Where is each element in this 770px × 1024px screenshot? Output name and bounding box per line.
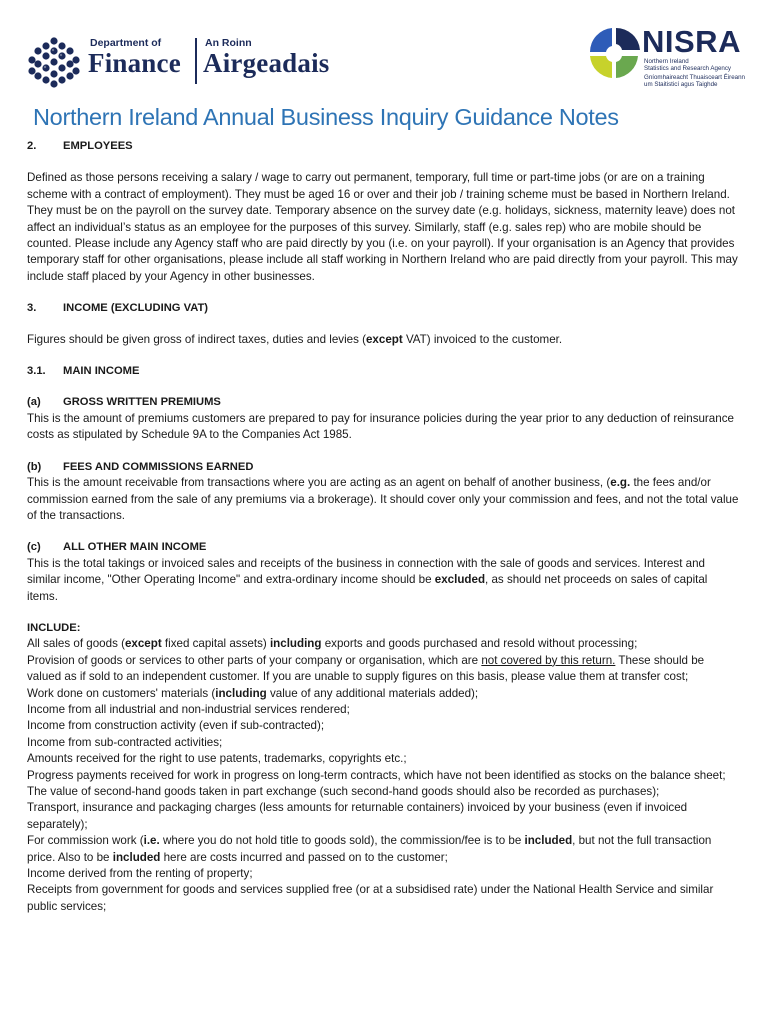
nisra-logo [586, 24, 756, 94]
nisra-sub-line-2: Statistics and Research Agency [644, 65, 732, 72]
subsection-heading-fees-commissions [27, 459, 739, 475]
bold-run: except [124, 637, 162, 651]
section-number: 3.1. [27, 365, 46, 378]
section-heading-employees [27, 138, 739, 154]
nisra-sub-line-1: Northern Ireland [644, 58, 689, 65]
dof-finance-word: Finance [88, 48, 181, 78]
include-item: Transport, insurance and packaging charges (less amounts for returnable containers) invoiced by your business (even if invoiced separately); [27, 801, 688, 831]
text-run: This is the amount receivable from transactions where you are acting as an agent on behalf of another business, ( [27, 476, 611, 490]
nisra-sub-line-4: um Staitisticí agus Taighde [644, 81, 718, 88]
dof-an-roinn: An Roinn [205, 37, 252, 49]
include-item: The value of second-hand goods taken in part exchange (such second-hand goods should also be recorded as purchases); [27, 785, 660, 798]
employees-paragraph: Defined as those persons receiving a salary / wage to carry out permanent, temporary, full time or part-time jobs (or are on a training scheme with a contract of employment). They must be aged 16 or over and their job / training scheme must be based in Northern Ireland. They must be on the payroll on the survey date. Temporary absence on the survey date (e.g. holidays, sickness, maternity leave) does not affect an individual’s status as an employee for the purposes of this survey. Similarly, staff (e.g. sales rep) who are mobile should be counted. Please include any Agency staff who are paid directly by you (i.e. on your payroll). If your organisation is an Agency that provides temporary staff for other organisations, please include all staff working in Northern Ireland who are paid directly from your payroll. This may include staff placed by your Agency in other businesses. [27, 171, 738, 283]
bold-run: excluded [434, 573, 486, 587]
dof-department-of: Department of [90, 37, 162, 49]
dof-hexagon-mark-icon [28, 36, 80, 88]
bold-run: i.e. [143, 834, 160, 848]
nisra-swirl-mark-icon [586, 24, 644, 82]
text-run: fixed capital assets) [161, 637, 270, 651]
include-item: Amounts received for the right to use patents, trademarks, copyrights etc.; [27, 752, 407, 766]
section-heading-main-income [27, 363, 739, 379]
bold-run: included [524, 834, 573, 848]
include-item [27, 636, 739, 652]
nisra-sub-line-3: Gníomhaireacht Thuaisceart Éireann [644, 74, 746, 81]
subsection-letter: (c) [27, 541, 41, 554]
income-paragraph [27, 332, 739, 348]
include-item: Income derived from the renting of property; [27, 867, 253, 881]
text-run: here are costs incurred and passed on to the customer; [160, 850, 448, 864]
subsection-title: ALL OTHER MAIN INCOME [63, 541, 207, 554]
bold-run: included [112, 850, 161, 864]
subsection-title: GROSS WRITTEN PREMIUMS [63, 396, 221, 409]
text-run: , but not the full transaction price. Also to be [27, 834, 712, 864]
text-run: the fees and/or commission earned from the sale of any premiums via a brokerage). It should cover only your commission and fees, and not the total value of the transactions. [27, 476, 739, 522]
subsection-letter: (a) [27, 396, 41, 409]
text-run: , as should net proceeds on sales of capital items. [27, 573, 708, 603]
include-item [27, 653, 739, 686]
text-run: value of any additional materials added); [266, 686, 479, 700]
include-item: Receipts from government for goods and services supplied free (or at a subsidised rate) under the National Health Service and similar public services; [27, 883, 714, 913]
text-run: For commission work ( [27, 834, 144, 848]
text-run: Figures should be given gross of indirect taxes, duties and levies ( [27, 332, 366, 346]
include-item [27, 686, 739, 702]
include-item: Income from sub-contracted activities; [27, 735, 223, 749]
subsection-letter: (b) [27, 460, 42, 473]
text-run: where you do not hold title to goods sold), the commission/fee is to be [159, 834, 525, 848]
page-title: Northern Ireland Annual Business Inquiry Guidance Notes [33, 104, 619, 130]
text-run: exports and goods purchased and resold without processing; [321, 637, 638, 651]
section-title: MAIN INCOME [63, 365, 140, 378]
section-number: 3. [27, 302, 37, 315]
bold-run: except [365, 332, 403, 346]
text-run: All sales of goods ( [27, 637, 125, 651]
bold-run: e.g. [610, 476, 631, 490]
include-heading: INCLUDE: [27, 621, 81, 634]
text-run: VAT) invoiced to the customer. [402, 332, 563, 346]
section-title: INCOME (EXCLUDING VAT) [63, 302, 209, 315]
bold-run: including [269, 637, 322, 651]
section-heading-income [27, 300, 739, 316]
underlined-run: not covered by this return. [481, 653, 616, 667]
guidance-content [27, 138, 739, 915]
include-item: Income from all industrial and non-industrial services rendered; [27, 702, 350, 716]
text-run: These should be valued as if sold to an independent customer. If you are unable to supply figures on this basis, please value them at transfer cost; [27, 653, 705, 684]
include-item: Progress payments received for work in progress on long-term contracts, which have not been identified as stocks on the balance sheet; [27, 768, 726, 782]
fees-paragraph [27, 475, 739, 524]
bold-run: including [215, 686, 267, 700]
text-run: This is the total takings or invoiced sales and receipts of the business in connection with the sale of goods and services. Interest and similar income, "Other Operating Income" and extra-ordinary income should be [27, 556, 705, 587]
subsection-heading-other-main-income [27, 539, 739, 555]
subsection-heading-gross-written-premiums [27, 394, 739, 410]
nisra-wordmark: NISRA [642, 24, 741, 59]
other-income-paragraph [27, 556, 739, 605]
dof-divider [195, 38, 197, 84]
premiums-paragraph: This is the amount of premiums customers are prepared to pay for insurance policies during the year prior to any deduction of reinsurance costs as stipulated by Schedule 9A to the Companies Act 1985. [27, 411, 734, 442]
section-title: EMPLOYEES [63, 140, 133, 152]
text-run: Work done on customers' materials ( [27, 686, 216, 700]
subsection-title: FEES AND COMMISSIONS EARNED [63, 460, 254, 473]
include-item [27, 833, 739, 866]
text-run: Provision of goods or services to other parts of your company or organisation, which are [27, 653, 482, 667]
dof-airgeadais-word: Airgeadais [203, 48, 330, 78]
section-number: 2. [27, 140, 37, 152]
include-item: Income from construction activity (even if sub-contracted); [27, 719, 325, 733]
department-of-finance-logo [28, 36, 338, 88]
